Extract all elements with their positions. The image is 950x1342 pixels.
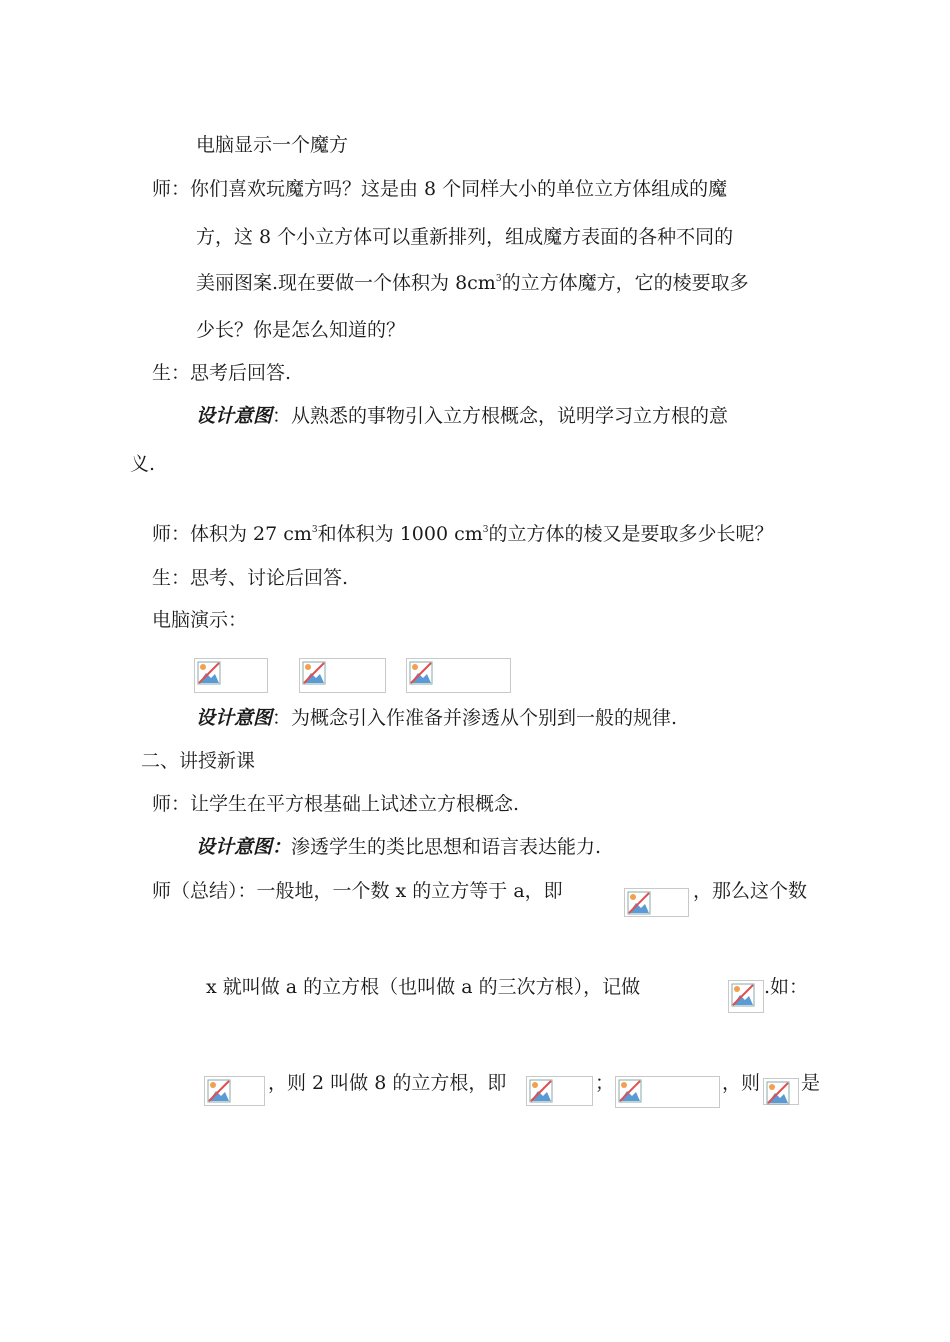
text-span: 的立方体的棱又是要取多少长呢？ xyxy=(488,523,774,545)
broken-image-icon xyxy=(194,658,268,693)
text-span: ：为概念引入作准备并渗透从个别到一般的规律. xyxy=(272,707,678,729)
broken-image-icon xyxy=(406,658,511,693)
text-line xyxy=(196,271,749,295)
broken-image-icon xyxy=(204,1076,265,1106)
design-intent-label: 设计意图： xyxy=(196,836,292,858)
design-intent-label: 设计意图 xyxy=(196,405,273,427)
text-line: 师（总结）：一般地，一个数 x 的立方等于 a，即 xyxy=(152,880,563,902)
superscript: 3 xyxy=(311,525,318,535)
text-line: 师：你们喜欢玩魔方吗？这是由 8 个同样大小的单位立方体组成的魔 xyxy=(152,178,728,200)
superscript: 3 xyxy=(495,274,502,284)
text-line: ； xyxy=(595,1072,615,1094)
text-line: .如： xyxy=(764,976,809,998)
text-line: 电脑显示一个魔方 xyxy=(196,134,349,156)
text-span: 美丽图案.现在要做一个体积为 8cm xyxy=(196,272,496,294)
broken-image-icon xyxy=(299,658,386,693)
text-line: 方，这 8 个小立方体可以重新排列，组成魔方表面的各种不同的 xyxy=(196,226,734,248)
text-line: 少长？你是怎么知道的？ xyxy=(196,319,406,341)
text-line: 是 xyxy=(801,1072,821,1094)
broken-image-icon xyxy=(728,980,764,1013)
text-line: 义. xyxy=(130,453,156,475)
broken-image-icon xyxy=(624,888,689,917)
text-line: 电脑演示： xyxy=(152,609,248,631)
text-line xyxy=(196,706,677,730)
text-span: 渗透学生的类比思想和语言表达能力. xyxy=(291,836,602,858)
text-span: ：从熟悉的事物引入立方根概念，说明学习立方根的意 xyxy=(272,405,729,427)
text-span: 的立方体魔方，它的棱要取多 xyxy=(501,272,749,294)
text-line: 师：让学生在平方根基础上试述立方根概念. xyxy=(152,793,520,815)
broken-image-icon xyxy=(615,1076,720,1108)
broken-image-icon xyxy=(526,1076,593,1106)
text-line xyxy=(196,835,601,859)
text-line: 生：思考、讨论后回答. xyxy=(152,567,349,589)
design-intent-label: 设计意图 xyxy=(196,707,273,729)
text-line: ，则 2 叫做 8 的立方根，即 xyxy=(268,1072,507,1094)
broken-image-icon xyxy=(763,1078,799,1105)
text-line: ，那么这个数 xyxy=(693,880,808,902)
text-line: x 就叫做 a 的立方根（也叫做 a 的三次方根），记做 xyxy=(206,976,641,998)
text-span: 师：体积为 27 cm xyxy=(152,523,312,545)
text-span: 和体积为 1000 cm xyxy=(317,523,483,545)
text-line: 生：思考后回答. xyxy=(152,362,292,384)
section-heading: 二、讲授新课 xyxy=(141,750,256,772)
superscript: 3 xyxy=(482,525,489,535)
text-line xyxy=(152,522,774,546)
text-line: ，则 xyxy=(722,1072,761,1094)
text-line xyxy=(196,404,728,428)
